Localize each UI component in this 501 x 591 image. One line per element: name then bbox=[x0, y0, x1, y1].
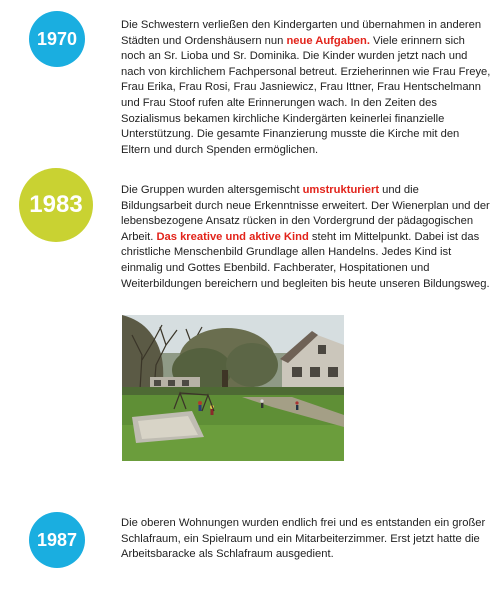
paragraph-1983 bbox=[121, 183, 491, 292]
playground-photo-drawing bbox=[122, 315, 344, 461]
text-segment: Viele erinnern sich noch an Sr. Lioba und Sr. Dominika. Die Kinder wurden jetzt nach und nach von kirchlichem Fachpersonal betreut. Erzieherinnen wie Frau Freye, Frau Erika, Frau Rosi, Frau Jasniewicz, Frau Ittner, Frau Hentschelmann und Frau Stoof rufen alte Erinnerungen wach. In den Zeiten des Sozialismus bekamen kirchliche Kindergärten keinerlei finanzielle Unterstützung. Die gesamte Finanzierung musste die Kirche mit den Eltern und durch Spenden ermöglichen. bbox=[121, 34, 491, 156]
text-segment: Die Schwestern verließen den Kindergarten und übernahmen in anderen Städten und Ordenshäusern nun bbox=[121, 19, 482, 47]
year-badge-1987 bbox=[29, 512, 85, 568]
paragraph-1987 bbox=[121, 516, 491, 563]
text-segment: Die oberen Wohnungen wurden endlich frei und es entstanden ein großer Schlafraum, ein Spielraum und ein Mitarbeiterzimmer. Erst jetzt hatte die Arbeitsbaracke als Schlafraum ausgedient. bbox=[121, 517, 486, 561]
text-segment: und die Bildungsarbeit durch neue Erkenntnisse erweitert. Der Wienerplan und der lebensbezogene Ansatz rücken in den Vordergrund der pädagogischen Arbeit. bbox=[121, 184, 490, 243]
text-segment: Die Gruppen wurden altersgemischt bbox=[121, 184, 303, 196]
year-label: 1987 bbox=[36, 529, 78, 550]
paragraph-1970 bbox=[121, 18, 491, 158]
year-badge-1983 bbox=[19, 168, 93, 242]
highlight-neue-aufgaben: neue Aufgaben. bbox=[286, 34, 370, 47]
playground-photo bbox=[122, 315, 344, 461]
year-label: 1970 bbox=[36, 28, 78, 49]
year-label: 1983 bbox=[29, 191, 83, 218]
text-segment: steht im Mittelpunkt. Dabei ist das christliche Menschenbild Grundlage allen Handelns. Jedes Kind ist einmalig und Gottes Ebenbild. Fachberater, Hospitationen und Weiterbildungen bereichern und begleiten bis heute unseren Bildungsweg. bbox=[121, 230, 490, 290]
highlight-kreatives-kind: Das kreative und aktive Kind bbox=[156, 230, 309, 243]
year-badge-1970 bbox=[29, 11, 85, 67]
highlight-umstrukturiert: umstrukturiert bbox=[302, 184, 380, 196]
